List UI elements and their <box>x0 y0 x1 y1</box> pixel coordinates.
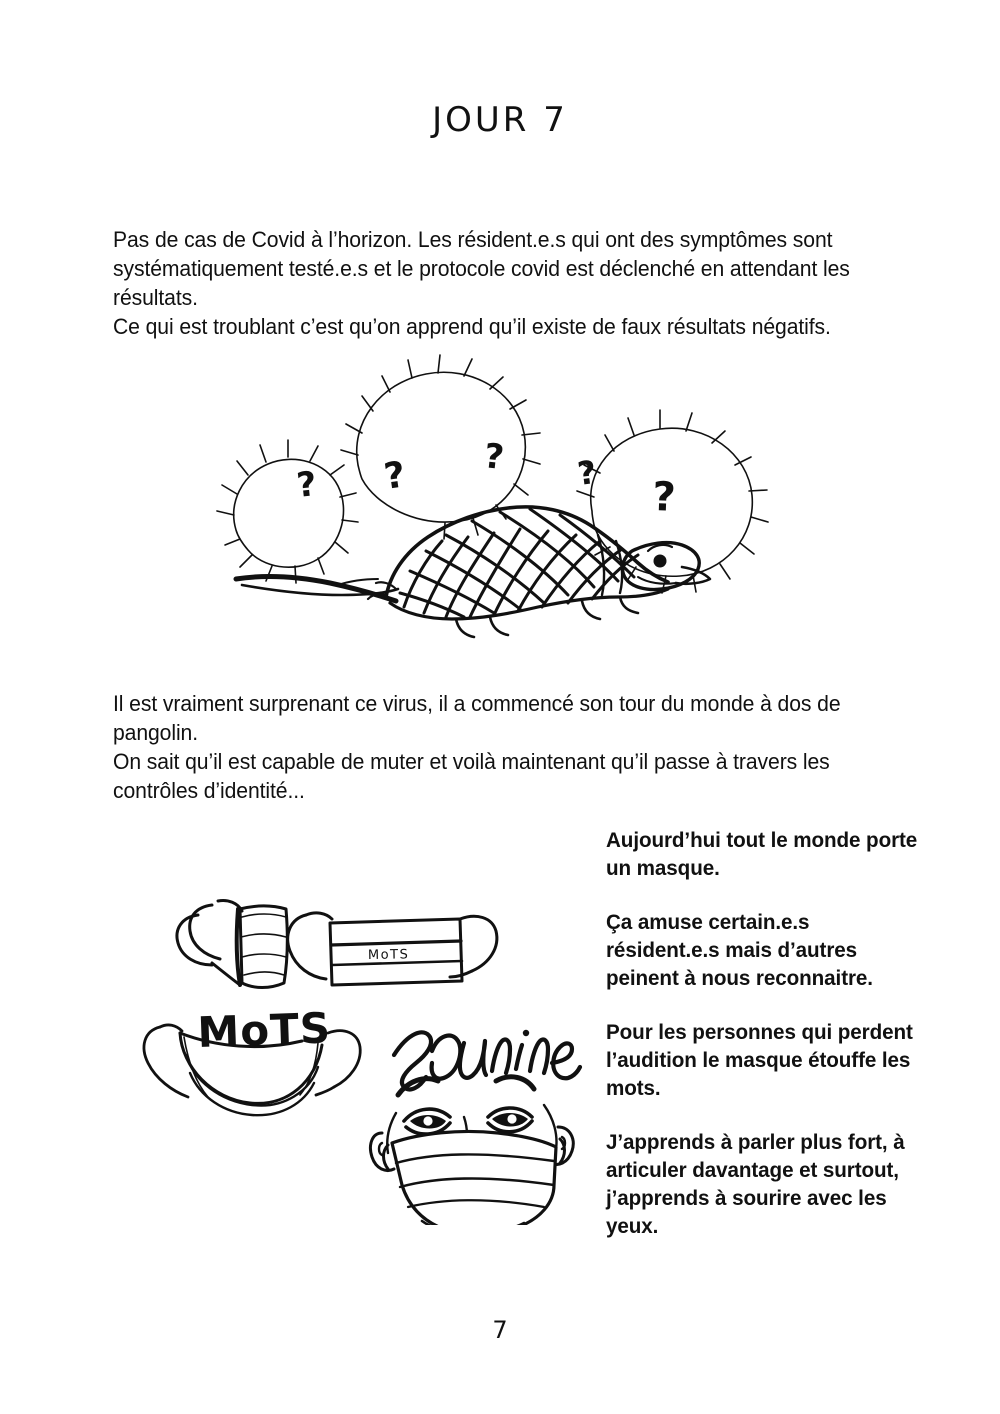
svg-text:?: ? <box>381 454 408 498</box>
folded-mask-drawing <box>177 900 287 987</box>
svg-text:?: ? <box>294 464 319 506</box>
svg-text:?: ? <box>575 452 599 493</box>
page-title: JOUR 7 <box>432 100 568 140</box>
right-paragraph-2: Ça amuse certain.e.s résident.e.s mais d’autres peinent à nous reconnaitre. <box>606 910 873 990</box>
swallowed-word-label: MoTS <box>196 1003 332 1057</box>
page-number: 7 <box>492 1316 508 1344</box>
masked-face-drawing <box>370 1077 573 1225</box>
masks-illustration <box>120 855 590 1225</box>
svg-text:?: ? <box>482 436 506 479</box>
middle-paragraph-2: On sait qu’il est capable de muter et voilà maintenant qu’il passe à travers les contrôles d’identité... <box>113 749 830 803</box>
right-paragraph-3: Pour les personnes qui perdent l’audition le masque étouffe les mots. <box>606 1020 913 1100</box>
right-paragraph-1: Aujourd’hui tout le monde porte un masque. <box>606 828 918 880</box>
intro-paragraph-block <box>113 225 856 341</box>
flat-mask-label: MoTS <box>367 947 410 963</box>
right-column-text <box>606 826 923 1240</box>
svg-text:?: ? <box>651 474 677 521</box>
virus-particle-left <box>217 440 358 583</box>
virus-right-question-marks <box>575 453 676 521</box>
pangolin-virus-illustration <box>190 345 810 655</box>
virus-left-question-mark <box>295 464 319 506</box>
intro-paragraph-1: Pas de cas de Covid à l’horizon. Les résident.e.s qui ont des symptômes sont systématiquement testé.e.s et le protocole covid est déclenché en attendant les résultats. <box>113 227 850 310</box>
middle-paragraph-block <box>113 689 856 805</box>
middle-paragraph-1: Il est vraiment surprenant ce virus, il a commencé son tour du monde à dos de pangolin. <box>113 691 841 745</box>
virus-top-question-marks <box>382 436 506 498</box>
virus-particle-top <box>341 355 540 539</box>
intro-paragraph-2: Ce qui est troublant c’est qu’on apprend qu’il existe de faux résultats négatifs. <box>113 314 831 339</box>
right-paragraph-4: J’apprends à parler plus fort, à articuler davantage et surtout, j’apprends à sourire avec les yeux. <box>606 1130 905 1238</box>
pangolin-drawing <box>236 507 710 637</box>
